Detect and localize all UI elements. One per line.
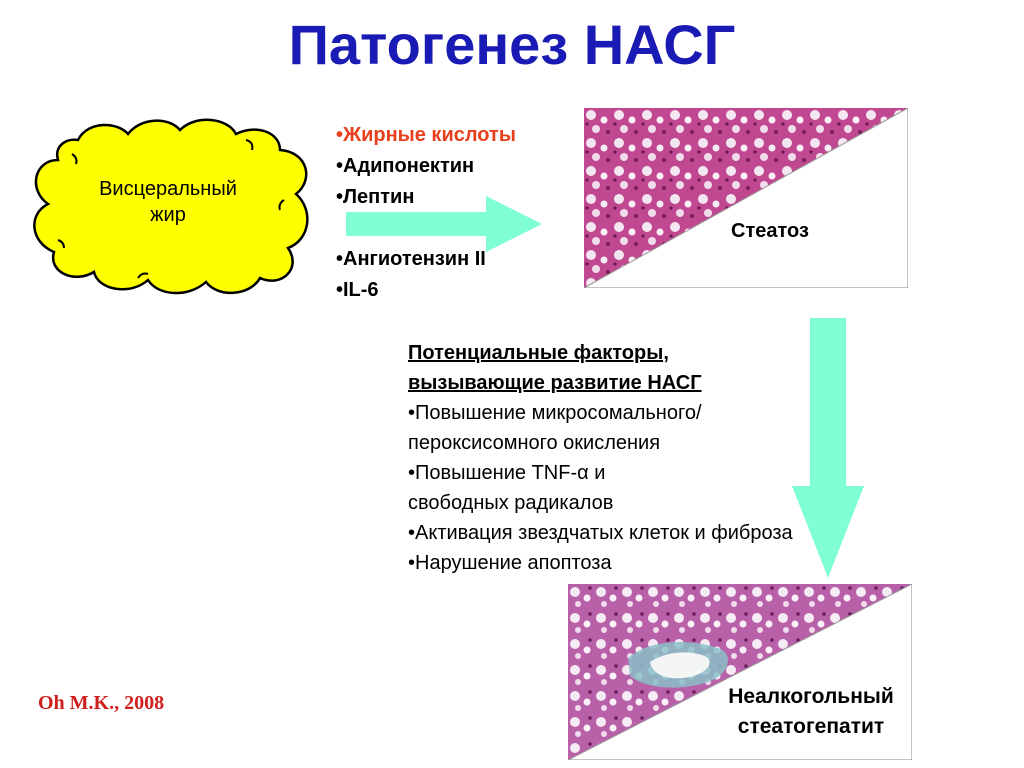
visceral-fat-label: Висцеральный жир <box>99 178 237 226</box>
potential-item: пероксисомного окисления <box>408 432 661 454</box>
potential-item: •Повышение TNF-α и <box>408 462 606 484</box>
nash-label: Неалкогольный стеатогепатит <box>728 685 894 738</box>
adipokine-factor-list <box>336 120 516 306</box>
potential-item: •Повышение микросомального/ <box>408 402 702 424</box>
steatosis-label: Стеатоз <box>731 220 809 242</box>
factor-fatty-acids: •Жирные кислоты <box>336 124 516 146</box>
factor-leptin: •Лептин <box>336 186 415 208</box>
factor-il6: •IL-6 <box>336 279 379 301</box>
potential-heading-line2: вызывающие развитие НАСГ <box>408 372 702 394</box>
slide-title: Патогенез НАСГ <box>288 13 736 76</box>
potential-item: •Нарушение апоптоза <box>408 552 612 574</box>
potential-item: •Активация звездчатых клеток и фиброза <box>408 522 793 544</box>
potential-factors-block <box>408 338 928 578</box>
citation: Oh M.K., 2008 <box>38 692 165 714</box>
factor-adiponectin: •Адипонектин <box>336 155 475 177</box>
factor-angiotensin: •Ангиотензин II <box>336 248 486 270</box>
potential-heading-line1: Потенциальные факторы, <box>408 342 669 364</box>
steatosis-histology-image <box>584 108 908 288</box>
potential-item: свободных радикалов <box>408 492 614 514</box>
